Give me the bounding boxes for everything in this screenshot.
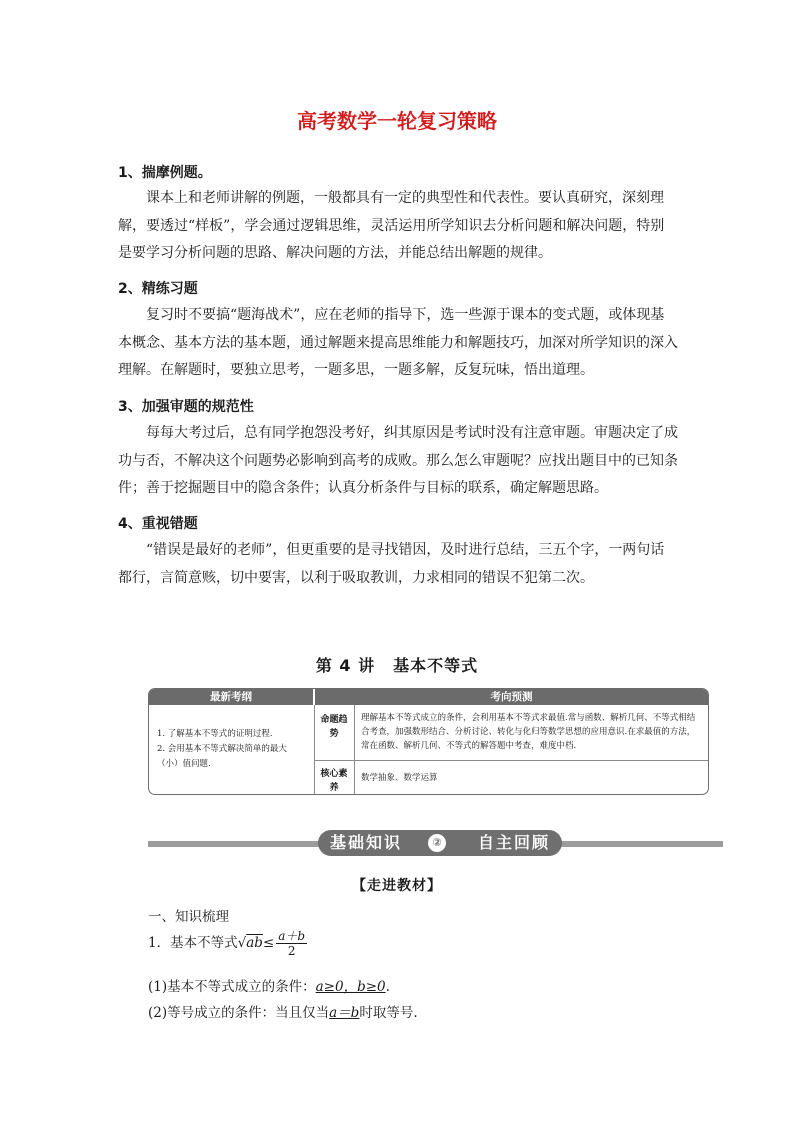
fraction-numerator: a＋b: [278, 929, 306, 943]
row-text-trend: 理解基本不等式成立的条件，会利用基本不等式求最值.常与函数、解析几何、不等式相结合考查，加强数形结合、分析讨论、转化与化归等数学思想的应用意识.在求最值的方法，常在函数、解析几何、不等式的解答题中考查，难度中档.: [361, 713, 696, 751]
syllabus-list: [157, 727, 307, 772]
lesson-title: [0, 653, 794, 676]
table-header-left: 最新考纲: [149, 689, 313, 705]
section-heading-4: 4、重视错题: [118, 516, 198, 532]
row-text-literacy: 数学抽象、数学运算: [361, 773, 438, 783]
list-item: 2. 会用基本不等式解决简单的最大（小）值问题.: [157, 744, 287, 769]
row-label-literacy: 核心素养: [320, 769, 348, 793]
section-paragraph-3: 每每大考过后，总有同学抱怨没考好，纠其原因是考试时没有注意审题。审题决定了成功与否，不解决这个问题势必影响到高考的成败。那么怎么审题呢？应找出题目中的已知条件；善于挖掘题目中的隐含条件；认真分析条件与目标的联系，确定解题思路。: [118, 425, 678, 496]
subsection-title: 【走进教材】: [352, 878, 442, 894]
section-heading-3: 3、加强审题的规范性: [118, 399, 254, 415]
condition-suffix: 时取等号.: [359, 1005, 418, 1021]
list-item: 1. 了解基本不等式的证明过程.: [157, 729, 273, 739]
table-divider: [315, 760, 708, 761]
banner-right-label: 自主回顾: [477, 833, 550, 852]
condition-label: (2)等号成立的条件：当且仅当: [148, 1005, 330, 1021]
table-divider: [354, 705, 355, 794]
section-banner: [318, 830, 562, 856]
row-label-trend: 命题趋势: [320, 715, 348, 739]
condition-suffix: .: [385, 979, 390, 995]
knowledge-heading: 一、知识梳理: [148, 909, 229, 925]
fraction: [276, 929, 307, 958]
table-divider: [314, 705, 315, 794]
section-paragraph-1: 课本上和老师讲解的例题，一般都具有一定的典型性和代表性。要认真研究，深刻理解，要透过“样板”，学会通过逻辑思维，灵活运用所学知识去分析问题和解决问题，特别是要学习分析问题的思路、解决问题的方法，并能总结出解题的规律。: [118, 190, 665, 261]
syllabus-table: [148, 688, 709, 795]
section-heading-1: 1、揣摩例题。: [118, 165, 212, 181]
section-paragraph-2: 复习时不要搞“题海战术”，应在老师的指导下，选一些源于课本的变式题，或体现基本概念、基本方法的基本题，通过解题来提高思维能力和解题技巧，加深对所学知识的深入理解。在解题时，要独立思考，一题多思，一题多解，反复玩味，悟出道理。: [118, 307, 678, 378]
fraction-denominator: 2: [287, 944, 296, 958]
condition-label: (1)基本不等式成立的条件：: [148, 979, 316, 995]
formula-line: [148, 929, 307, 958]
sqrt-content: ab: [246, 935, 263, 951]
formula-prefix: 1．基本不等式: [148, 935, 238, 951]
banner-left-label: 基础知识: [330, 833, 403, 852]
leq-symbol: ≤: [262, 935, 275, 951]
lesson-name: 基本不等式: [393, 656, 479, 675]
condition-line-2: [148, 1001, 418, 1021]
banner-number-badge: ②: [428, 834, 446, 852]
section-heading-2: 2、精练习题: [118, 281, 198, 297]
lesson-number: 第 4 讲: [315, 656, 376, 675]
page-title: 高考数学一轮复习策略: [297, 109, 497, 133]
condition-value: a≥0，b≥0: [315, 979, 386, 995]
section-paragraph-4: “错误是最好的老师”，但更重要的是寻找错因，及时进行总结，三五个字，一两句话都行，言简意赅，切中要害，以利于吸取教训，力求相同的错误不犯第二次。: [118, 542, 665, 586]
condition-value: a＝b: [329, 1005, 360, 1021]
table-header-right: 考向预测: [315, 689, 708, 705]
condition-line-1: [148, 975, 390, 995]
sqrt-icon: √: [237, 935, 247, 951]
